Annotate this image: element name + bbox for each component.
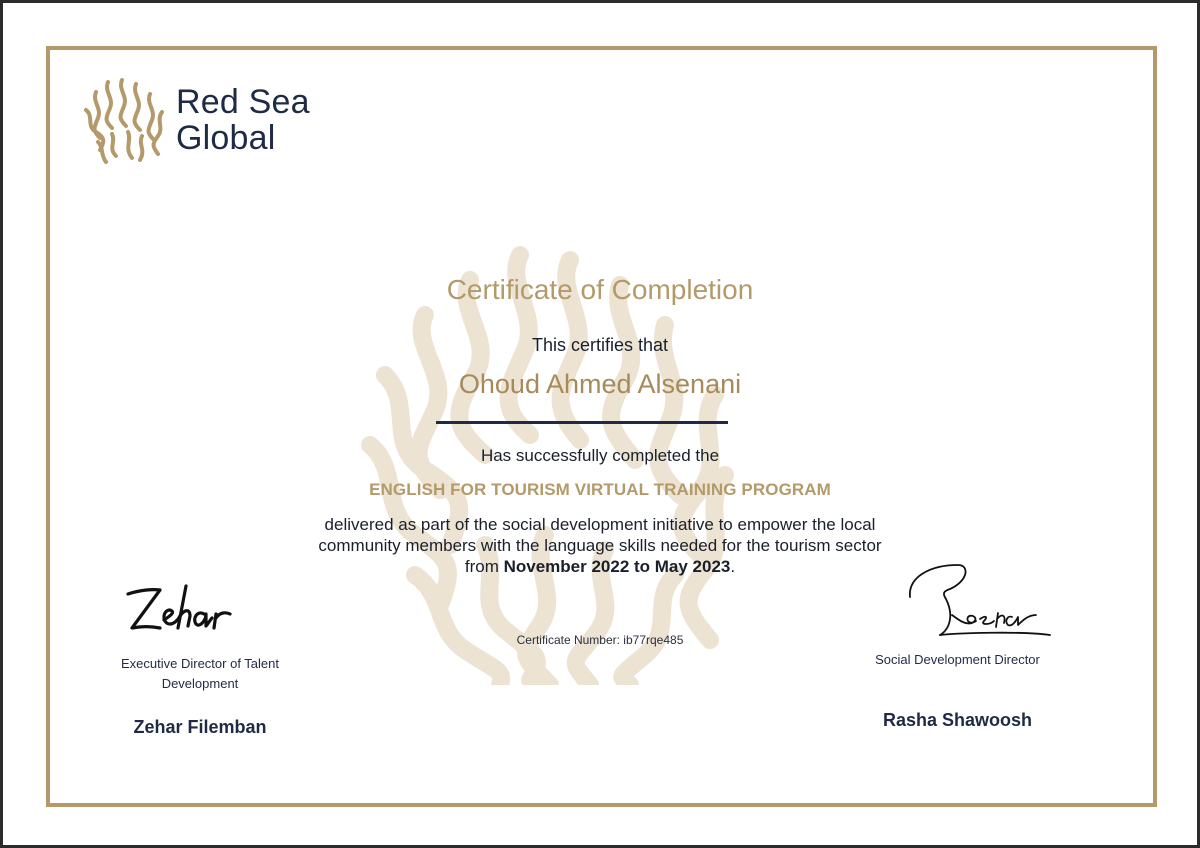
period-prefix: from <box>464 557 504 576</box>
signatory-1-title-line-1: Executive Director of Talent <box>121 656 279 671</box>
logo-wordmark <box>176 84 310 156</box>
program-period <box>200 556 1000 577</box>
period-dates: November 2022 to May 2023 <box>503 557 731 576</box>
signatory-1-title-line-2: Development <box>161 676 239 691</box>
signatory-1-name: Zehar Filemban <box>133 717 267 737</box>
signatory-2-name: Rasha Shawoosh <box>882 710 1033 730</box>
name-underline <box>436 421 728 424</box>
signatory-1-title <box>95 654 305 694</box>
certificate-number: Certificate Number: ib77rqe485 <box>516 633 684 647</box>
certificate-title: Certificate of Completion <box>446 274 754 305</box>
signature-rasha <box>900 555 1070 645</box>
signature-zehar <box>120 580 250 640</box>
program-description <box>200 514 1000 577</box>
completed-text: Has successfully completed the <box>480 446 720 465</box>
description-line-2: community members with the language skills needed for the tourism sector <box>318 536 882 555</box>
program-name: ENGLISH FOR TOURISM VIRTUAL TRAINING PROGRAM <box>369 480 831 499</box>
certifies-text: This certifies that <box>531 335 669 355</box>
red-sea-global-logo <box>78 76 318 166</box>
description-line-1: delivered as part of the social development initiative to empower the local <box>324 515 876 534</box>
recipient-name: Ohoud Ahmed Alsenani <box>458 369 742 399</box>
period-suffix: . <box>730 557 736 576</box>
logo-wave-icon <box>78 76 168 164</box>
signatory-2-title: Social Development Director <box>875 652 1040 667</box>
logo-line-2: Global <box>176 119 276 157</box>
logo-line-1: Red Sea <box>176 83 310 121</box>
